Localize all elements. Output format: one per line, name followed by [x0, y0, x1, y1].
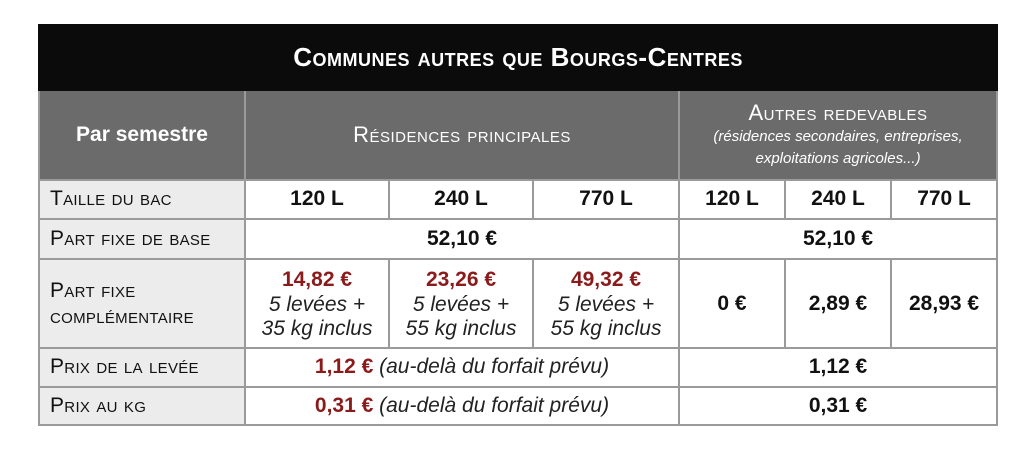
- table-row-taille: [39, 180, 997, 219]
- table-title: Communes autres que Bourgs-Centres: [39, 25, 997, 90]
- size-cell: 240 L: [389, 180, 533, 219]
- kg-res-cell: [245, 387, 679, 425]
- price-cell: 0 €: [679, 259, 785, 348]
- price-value: 0,31 €: [314, 393, 374, 417]
- price-cell: 52,10 €: [245, 219, 679, 259]
- detail-levees: 5 levées +: [412, 292, 510, 316]
- size-cell: 240 L: [785, 180, 891, 219]
- row-label-part-fixe-complementaire: [39, 259, 245, 348]
- size-cell: 120 L: [245, 180, 389, 219]
- forfait-note: (au-delà du forfait prévu): [373, 393, 610, 417]
- detail-kg: 55 kg inclus: [405, 316, 517, 340]
- size-cell: 770 L: [891, 180, 997, 219]
- autres-redevables-header: [679, 90, 997, 180]
- table-row-part-fixe-base: [39, 219, 997, 259]
- header-row: [39, 90, 997, 180]
- price-value: 1,12 €: [314, 355, 374, 379]
- row-label-prix-levee: Prix de la levée: [39, 348, 245, 386]
- detail-levees: 5 levées +: [268, 292, 366, 316]
- detail-levees: 5 levées +: [557, 292, 655, 316]
- row-label-line-1: Part fixe: [50, 278, 136, 302]
- table-row-prix-kg: [39, 387, 997, 425]
- detail-kg: 55 kg inclus: [550, 316, 662, 340]
- tariff-table: [38, 24, 998, 426]
- price-value: 14,82 €: [281, 267, 353, 291]
- autres-redevables-title: Autres redevables: [748, 99, 928, 125]
- autres-redevables-sub-2: exploitations agricoles...): [755, 149, 921, 167]
- row-label-part-fixe-base: Part fixe de base: [39, 219, 245, 259]
- autres-redevables-sub-1: (résidences secondaires, entreprises,: [713, 127, 963, 145]
- forfait-note: (au-delà du forfait prévu): [373, 355, 610, 379]
- table-row-part-fixe-complementaire: [39, 259, 997, 348]
- size-cell: 120 L: [679, 180, 785, 219]
- levee-res-cell: [245, 348, 679, 386]
- row-label-line-2: complémentaire: [50, 304, 194, 328]
- price-cell: 28,93 €: [891, 259, 997, 348]
- residences-principales-header: Résidences principales: [245, 90, 679, 180]
- price-cell: 1,12 €: [679, 348, 997, 386]
- size-cell: 770 L: [533, 180, 679, 219]
- title-row: [39, 25, 997, 90]
- price-value: 49,32 €: [570, 267, 642, 291]
- complementaire-cell: [245, 259, 389, 348]
- detail-kg: 35 kg inclus: [261, 316, 373, 340]
- price-value: 23,26 €: [425, 267, 497, 291]
- price-cell: 52,10 €: [679, 219, 997, 259]
- price-cell: 2,89 €: [785, 259, 891, 348]
- row-label-taille: Taille du bac: [39, 180, 245, 219]
- row-label-prix-kg: Prix au kg: [39, 387, 245, 425]
- table-row-prix-levee: [39, 348, 997, 386]
- complementaire-cell: [389, 259, 533, 348]
- period-header: Par semestre: [39, 90, 245, 180]
- price-cell: 0,31 €: [679, 387, 997, 425]
- complementaire-cell: [533, 259, 679, 348]
